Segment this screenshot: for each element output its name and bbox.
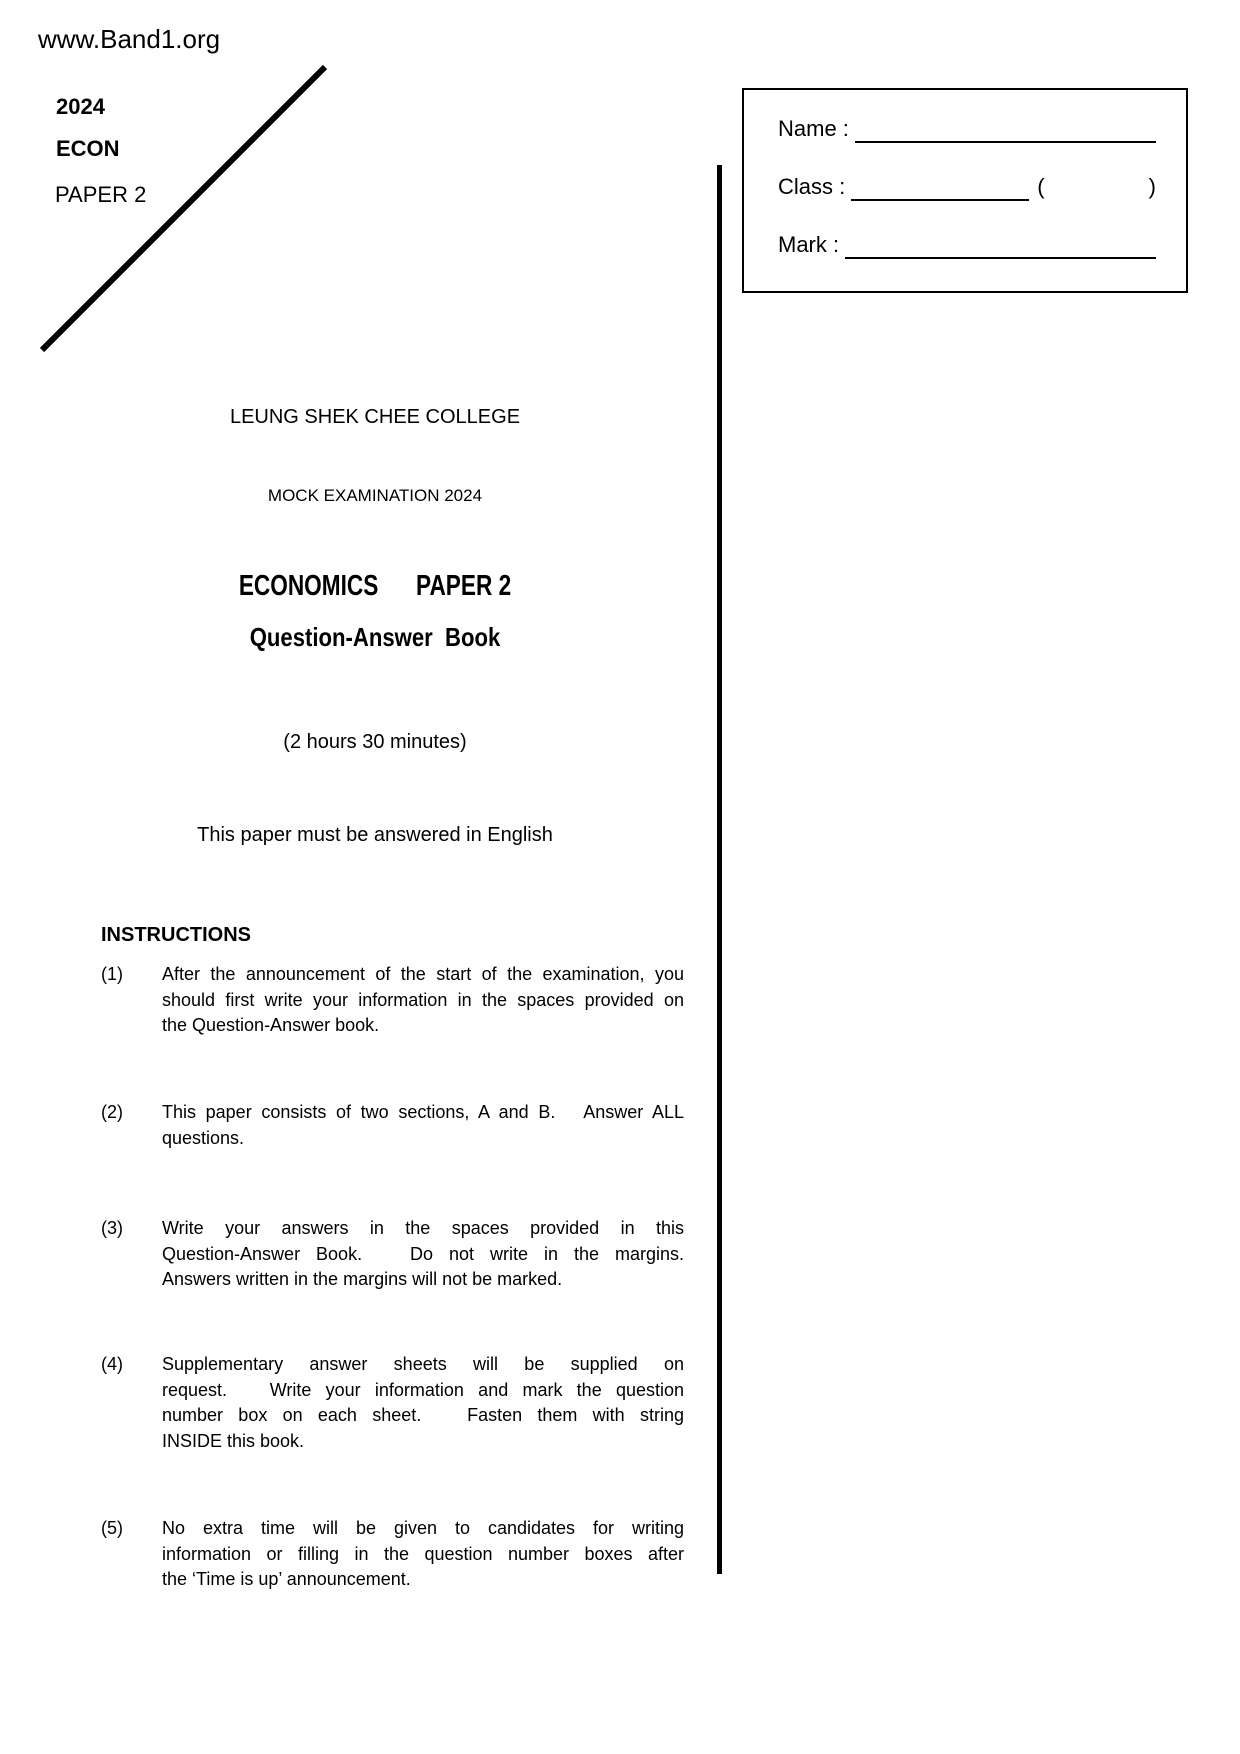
instructions-heading: INSTRUCTIONS [101, 924, 251, 946]
instruction-item [101, 962, 684, 1039]
paper-title: ECONOMICS PAPER 2 [238, 570, 512, 602]
website-watermark: www.Band1.org [38, 24, 221, 54]
name-row [778, 116, 1156, 174]
class-number-paren-close: ) [1148, 174, 1156, 199]
language-note: This paper must be answered in English [197, 824, 553, 846]
class-label: Class : [778, 174, 846, 199]
instruction-number: (5) [101, 1518, 123, 1538]
exam-duration: (2 hours 30 minutes) [283, 731, 467, 753]
class-number-paren-open: ( [1037, 174, 1045, 199]
instruction-text-line: INSIDE this book. [162, 1430, 305, 1451]
mark-blank-line [845, 232, 1156, 259]
exam-year: 2024 [56, 94, 105, 119]
instruction-text-line: information or filling in the question number boxes after [162, 1543, 684, 1564]
instruction-text-line: number box on each sheet. Fasten them with string [162, 1405, 684, 1425]
class-row [778, 174, 1156, 232]
instruction-text-line: No extra time will be given to candidates for writing [162, 1518, 684, 1538]
instruction-text-line: the Question-Answer book. [162, 1015, 380, 1035]
school-name: LEUNG SHEK CHEE COLLEGE [229, 406, 521, 428]
name-label: Name : [778, 116, 849, 141]
instruction-text-line: should first write your information in the spaces provided on [162, 989, 684, 1010]
mark-row [778, 232, 1156, 290]
exam-paper-number: PAPER 2 [55, 182, 147, 207]
instruction-number: (2) [101, 1102, 123, 1122]
instruction-text-line: Answers written in the margins will not be marked. [162, 1269, 563, 1289]
instruction-text [162, 1216, 684, 1293]
instruction-text [162, 1100, 684, 1151]
instruction-text [162, 1516, 684, 1593]
exam-subject: ECON [56, 136, 120, 161]
class-blank-line [851, 174, 1029, 201]
mark-label: Mark : [778, 232, 840, 257]
instruction-text-line: questions. [162, 1127, 245, 1148]
name-blank-line [855, 116, 1156, 143]
instruction-number: (1) [101, 964, 123, 984]
instruction-text-line: Question-Answer Book. Do not write in the margins. [162, 1243, 684, 1264]
instruction-text-line: After the announcement of the start of the examination, you [162, 964, 684, 984]
exam-name: MOCK EXAMINATION 2024 [267, 486, 483, 505]
instruction-text-line: Write your answers in the spaces provided in this [162, 1218, 684, 1238]
instruction-text-line: the ‘Time is up’ announcement. [162, 1569, 411, 1589]
instruction-text [162, 1352, 684, 1454]
instruction-item [101, 1100, 684, 1151]
student-info-box [742, 88, 1188, 293]
instruction-text-line: request. Write your information and mark the question [162, 1379, 684, 1400]
instruction-text-line: Supplementary answer sheets will be supplied on [162, 1354, 684, 1374]
instruction-item [101, 1516, 684, 1593]
instruction-number: (3) [101, 1218, 123, 1238]
class-number-blank [1045, 174, 1141, 199]
instruction-number: (4) [101, 1354, 123, 1374]
instruction-item [101, 1216, 684, 1293]
paper-subtitle: Question-Answer Book [249, 622, 501, 652]
instruction-text [162, 962, 684, 1039]
instruction-text-line: This paper consists of two sections, A and B. Answer ALL [162, 1102, 684, 1122]
instruction-item [101, 1352, 684, 1454]
right-margin-rule [717, 165, 722, 1574]
